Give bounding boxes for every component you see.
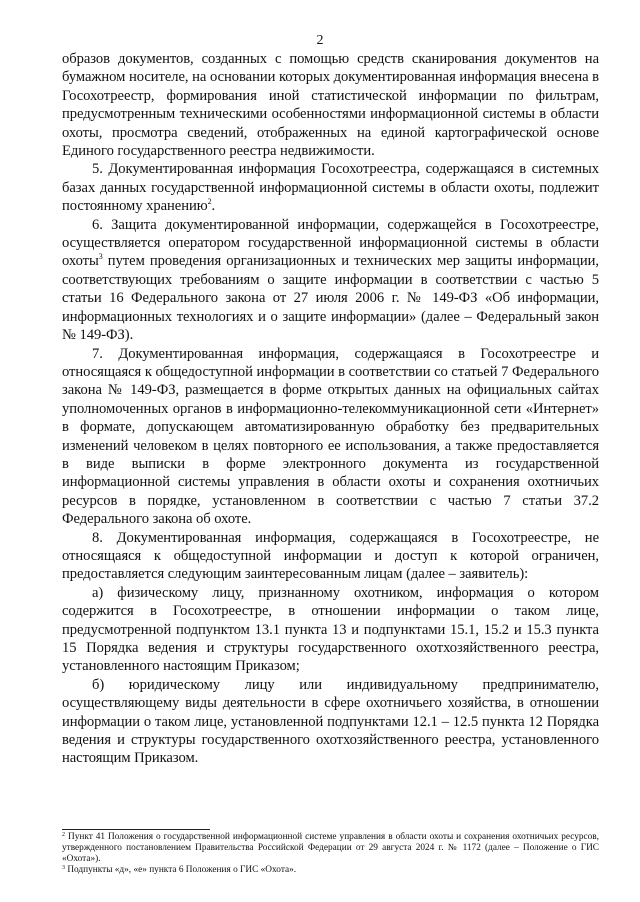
footnotes	[62, 832, 599, 876]
paragraph-8a: а) физическому лицу, признанному охотником, информация о котором содержится в Госохотреестре, в отношении информации о таком лице, предусмотренной подпунктом 13.1 пункта 13 и подпунктами 15.1, 15.2 и 15.3 пункта 15 Порядка ведения и структуры государственного охотхозяйственного реестра, установленного настоящим Приказом;	[62, 584, 599, 675]
footnote-separator	[62, 829, 210, 830]
footnote-3: $^3$ Подпункты «д», «е» пункта 6 Положения о ГИС «Охота».	[62, 865, 297, 875]
page-number: 2	[316, 33, 324, 48]
footnote-ref-3: 3	[98, 252, 103, 262]
paragraph-6: 6. Защита документированной информации, содержащейся в Госохотреестре, осуществляется оператором государственной информационной системы в области охоты$^3$ путем проведения организационных и технических мер защиты информации, соответствующих требованиям о защите информации в соответствии с частью 5 статьи 16 Федерального закона от 27 июля 2006 г. № 149-ФЗ «Об информации, информационных технологиях и о защите информации» (далее – Федеральный закон № 149-ФЗ).	[62, 216, 599, 344]
footnote-ref-2: 2	[207, 197, 212, 207]
footnote-2: $^2$ Пункт 41 Положения о государственной информационной системе управления в области охоты и сохранения охотничьих ресурсов, утвержденного постановлением Правительства Российской Федерации от 29 августа 2024 г. № 1172 (далее – Положение о ГИС «Охота»).	[62, 832, 599, 864]
paragraph-8: 8. Документированная информация, содержащаяся в Госохотреестре, не относящаяся к общедоступной информации и доступ к которой ограничен, предоставляется следующим заинтересованным лицам (далее – заявитель):	[62, 529, 599, 583]
paragraph-continuation: образов документов, созданных с помощью средств сканирования документов на бумажном носителе, на основании которых документированная информация внесена в Госохотреестр, формирования иной статистической информации по фильтрам, предусмотренным техническими особенностями информационной системы в области охоты, просмотра сведений, отображенных на единой картографической основе Единого государственного реестра недвижимости.	[62, 51, 599, 160]
document-body	[62, 50, 599, 768]
paragraph-7: 7. Документированная информация, содержащаяся в Госохотреестре и относящаяся к общедоступной информации в соответствии со статьей 7 Федерального закона № 149-ФЗ, размещается в форме открытых данных на официальных сайтах уполномоченных органов в информационно-телекоммуникационной сети «Интернет» в формате, допускающем автоматизированную обработку без предварительных изменений человеком в целях повторного ее использования, а также предоставляется в виде выписки в форме электронного документа из государственной информационной системы управления в области охоты и сохранения охотничьих ресурсов в порядке, установленном в соответствии с частью 7 статьи 37.2 Федерального закона об охоте.	[62, 345, 599, 528]
paragraph-5: 5. Документированная информация Госохотреестра, содержащаяся в системных базах данных государственной информационной системы в области охоты, подлежит постоянному хранению$^2$.	[62, 161, 599, 215]
paragraph-8b: б) юридическому лицу или индивидуальному предпринимателю, осуществляющему виды деятельности в сфере охотничьего хозяйства, в отношении информации о таком лице, установленной подпунктами 12.1 – 12.5 пункта 12 Порядка ведения и структуры государственного охотхозяйственного реестра, установленного настоящим Приказом.	[62, 676, 599, 767]
